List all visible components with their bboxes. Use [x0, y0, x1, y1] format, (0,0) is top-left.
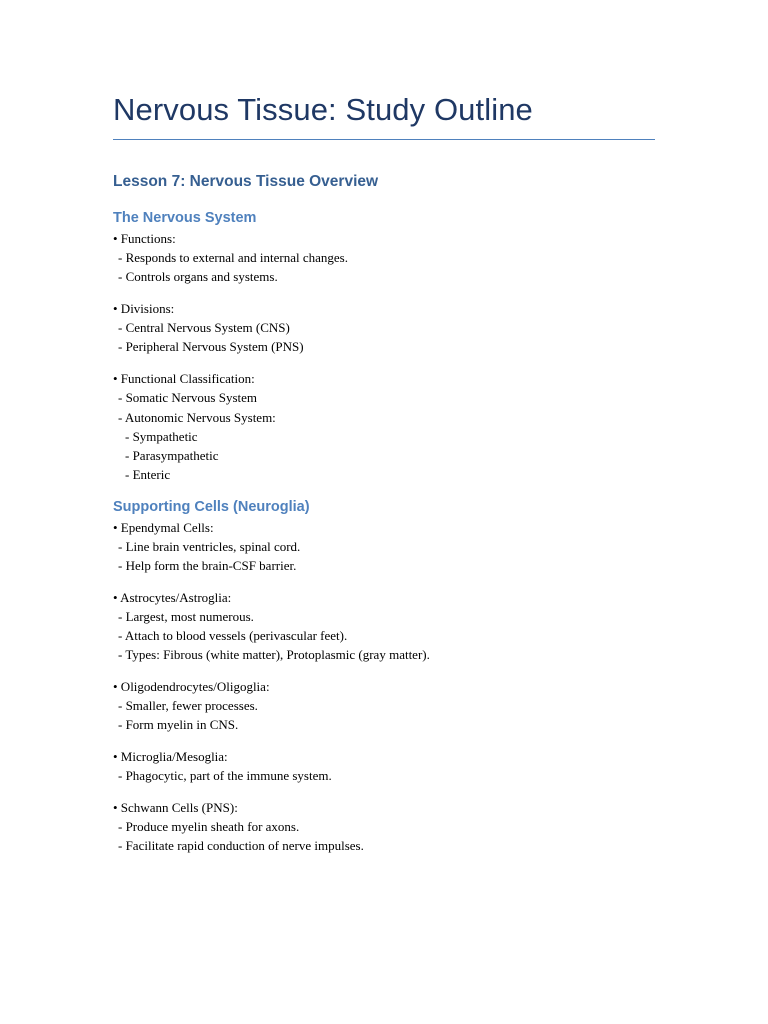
bullet-group-schwann — [113, 798, 655, 856]
bullet-group-ependymal — [113, 518, 655, 576]
sub-item: - Peripheral Nervous System (PNS) — [118, 339, 304, 355]
sub-item: - Central Nervous System (CNS) — [118, 320, 290, 336]
sub-item: - Smaller, fewer processes. — [118, 698, 258, 714]
bullet-group-oligodendrocytes — [113, 677, 655, 735]
bullet-group-astrocytes — [113, 588, 655, 665]
sub-item: - Types: Fibrous (white matter), Protoplasmic (gray matter). — [118, 647, 430, 663]
sub-sub-item: - Parasympathetic — [125, 447, 219, 463]
sub-item: - Controls organs and systems. — [118, 269, 278, 285]
sub-item: - Facilitate rapid conduction of nerve impulses. — [118, 838, 364, 854]
sub-item: - Attach to blood vessels (perivascular feet). — [118, 628, 348, 644]
title-underline — [113, 139, 655, 140]
section-heading: Supporting Cells (Neuroglia) — [113, 498, 310, 515]
bullet-item: • Functions: — [113, 231, 176, 246]
sub-item: - Autonomic Nervous System: — [118, 409, 276, 425]
sub-item: - Somatic Nervous System — [118, 390, 258, 406]
sub-item: - Largest, most numerous. — [118, 609, 254, 624]
sub-sub-item: - Enteric — [125, 467, 171, 483]
sub-item: - Phagocytic, part of the immune system. — [118, 768, 332, 784]
section-nervous-system — [113, 208, 655, 484]
lesson-heading: Lesson 7: Nervous Tissue Overview — [113, 173, 379, 190]
bullet-group-divisions — [113, 299, 655, 357]
sub-item: - Line brain ventricles, spinal cord. — [118, 538, 301, 554]
bullet-item: • Divisions: — [113, 301, 175, 317]
bullet-group-microglia — [113, 747, 655, 785]
document-content — [113, 170, 655, 868]
sub-item: - Help form the brain-CSF barrier. — [118, 558, 297, 574]
bullet-group-functional-classification — [113, 369, 655, 484]
bullet-item: • Microglia/Mesoglia: — [113, 749, 228, 765]
bullet-item: • Ependymal Cells: — [113, 519, 214, 535]
sub-item: - Produce myelin sheath for axons. — [118, 819, 300, 835]
sub-item: - Responds to external and internal changes. — [118, 250, 348, 266]
sub-item: - Form myelin in CNS. — [118, 717, 239, 733]
bullet-item: • Schwann Cells (PNS): — [113, 800, 238, 815]
bullet-item: • Functional Classification: — [113, 371, 255, 387]
sub-sub-item: - Sympathetic — [125, 428, 198, 444]
bullet-item: • Astrocytes/Astroglia: — [113, 589, 232, 605]
bullet-item: • Oligodendrocytes/Oligoglia: — [113, 679, 270, 695]
bullet-group-functions — [113, 229, 655, 287]
document-title: Nervous Tissue: Study Outline — [113, 92, 533, 127]
section-supporting-cells — [113, 497, 655, 856]
section-heading: The Nervous System — [113, 210, 257, 226]
